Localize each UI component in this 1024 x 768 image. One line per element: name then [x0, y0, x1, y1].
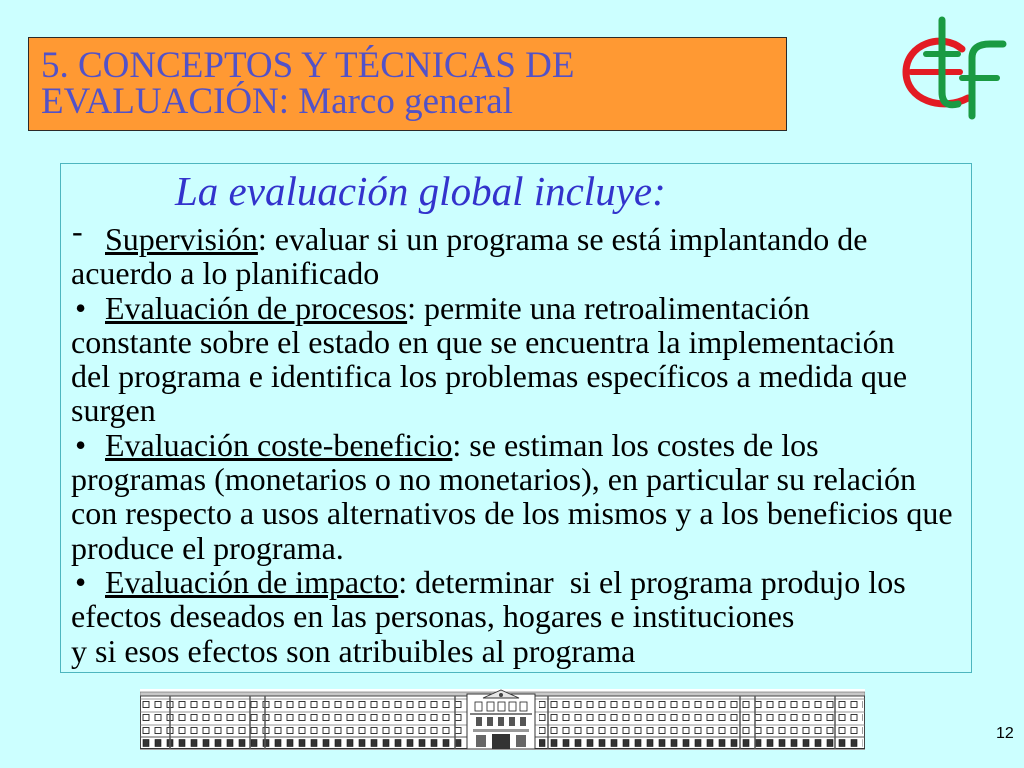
page-number: 12: [996, 725, 1014, 742]
bullet-list: [71, 213, 953, 669]
list-item-text: : permite una retroalimentación: [407, 289, 810, 326]
list-item-supervision: [71, 213, 953, 257]
ef-logo-icon: [896, 14, 1010, 122]
list-item-continuation: constante sobre el estado en que se encuentra la implementación: [71, 323, 895, 360]
list-item-process-evaluation: [71, 291, 953, 325]
list-item-cost-benefit: [71, 428, 953, 462]
list-item-term: Supervisión: [105, 221, 258, 257]
list-item-text: : se estiman los costes de los: [452, 426, 819, 463]
list-item-text: : evaluar si un programa se está implantando de: [257, 221, 868, 257]
title-box: [28, 37, 787, 131]
building-facade-illustration: [140, 689, 865, 750]
list-item-text: : determinar si el programa produjo los: [398, 563, 906, 600]
slide-title-line-1: 5. CONCEPTOS Y TÉCNICAS DE: [41, 45, 575, 86]
list-item-continuation: y si esos efectos son atribuibles al programa: [71, 632, 636, 669]
bullet-dot: •: [75, 289, 87, 326]
content-box: [60, 163, 972, 673]
list-item-continuation: programas (monetarios o no monetarios), en particular su relación: [71, 461, 917, 498]
list-item-continuation: del programa e identifica los problemas específicos a medida que: [71, 358, 908, 395]
list-item-impact-evaluation: [71, 565, 953, 599]
list-item-continuation: acuerdo a lo planificado: [71, 255, 380, 292]
list-item-continuation: surgen: [71, 392, 156, 429]
list-item-continuation: con respecto a usos alternativos de los mismos y a los beneficios que: [71, 495, 953, 532]
slide-title: [41, 45, 575, 122]
bullet-dot: •: [75, 563, 87, 600]
list-item-term: Evaluación de procesos: [105, 289, 408, 326]
list-item-continuation: efectos deseados en las personas, hogares e instituciones: [71, 598, 795, 635]
slide-title-line-2: EVALUACIÓN: Marco general: [41, 81, 513, 122]
building-central-tower: [467, 690, 535, 749]
logo-red-mark: [906, 41, 968, 104]
dash-bullet: -: [72, 213, 83, 249]
bullet-dot: •: [75, 426, 87, 463]
list-item-term: Evaluación coste-beneficio: [105, 426, 453, 463]
list-item-continuation: produce el programa.: [71, 529, 344, 566]
list-item-term: Evaluación de impacto: [105, 563, 399, 600]
section-heading: La evaluación global incluye:: [175, 168, 666, 214]
